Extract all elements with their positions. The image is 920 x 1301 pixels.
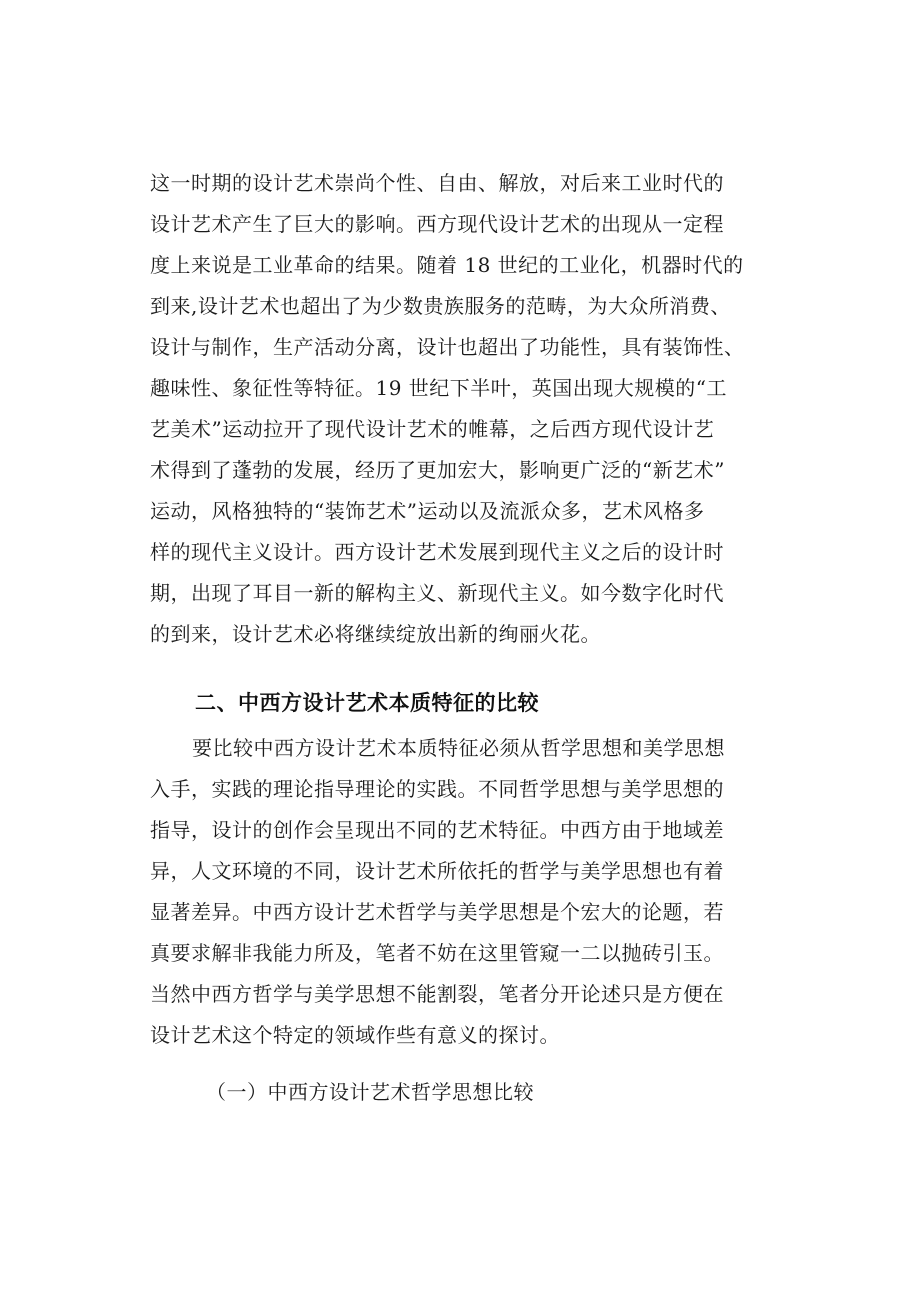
text-line: 艺美术”运动拉开了现代设计艺术的帷幕，之后西方现代设计艺: [150, 417, 715, 441]
subsection-heading: （一）中西方设计艺术哲学思想比较: [206, 1080, 534, 1104]
text-line: 设计艺术产生了巨大的影响。西方现代设计艺术的出现从一定程: [150, 212, 724, 236]
text-line: 真要求解非我能力所及，笔者不妨在这里管窥一二以抛砖引玉。: [150, 941, 724, 965]
text-line: 趣味性、象征性等特征。19 世纪下半叶，英国出现大规模的“工: [150, 376, 728, 400]
text-line: 异，人文环境的不同，设计艺术所依托的哲学与美学思想也有着: [150, 859, 724, 883]
text-line: 到来,设计艺术也超出了为少数贵族服务的范畴，为大众所消费、: [150, 294, 731, 318]
text-line: 术得到了蓬勃的发展，经历了更加宏大，影响更广泛的“新艺术”: [150, 458, 725, 482]
text-line: 期，出现了耳目一新的解构主义、新现代主义。如今数字化时代: [150, 581, 724, 605]
text-line: 运动，风格独特的“装饰艺术”运动以及流派众多，艺术风格多: [150, 499, 705, 523]
text-line: 入手，实践的理论指导理论的实践。不同哲学思想与美学思想的: [150, 777, 724, 801]
text-line: 当然中西方哲学与美学思想不能割裂，笔者分开论述只是方便在: [150, 982, 724, 1006]
text-line: 要比较中西方设计艺术本质特征必须从哲学思想和美学思想: [192, 736, 725, 760]
section-heading: 二、中西方设计艺术本质特征的比较: [195, 691, 539, 715]
text-line: 指导，设计的创作会呈现出不同的艺术特征。中西方由于地域差: [150, 818, 724, 842]
text-line: 样的现代主义设计。西方设计艺术发展到现代主义之后的设计时: [150, 540, 724, 564]
text-line: 设计艺术这个特定的领域作些有意义的探讨。: [150, 1023, 560, 1047]
text-line: 这一时期的设计艺术崇尚个性、自由、解放，对后来工业时代的: [150, 171, 724, 195]
text-line: 设计与制作，生产活动分离，设计也超出了功能性，具有装饰性、: [150, 335, 745, 359]
paragraph-1: [150, 163, 810, 655]
paragraph-2: [150, 728, 810, 1056]
text-line: 度上来说是工业革命的结果。随着 18 世纪的工业化，机器时代的: [150, 253, 744, 277]
text-line: 的到来，设计艺术必将继续绽放出新的绚丽火花。: [150, 622, 601, 646]
text-line: 显著差异。中西方设计艺术哲学与美学思想是个宏大的论题，若: [150, 900, 724, 924]
